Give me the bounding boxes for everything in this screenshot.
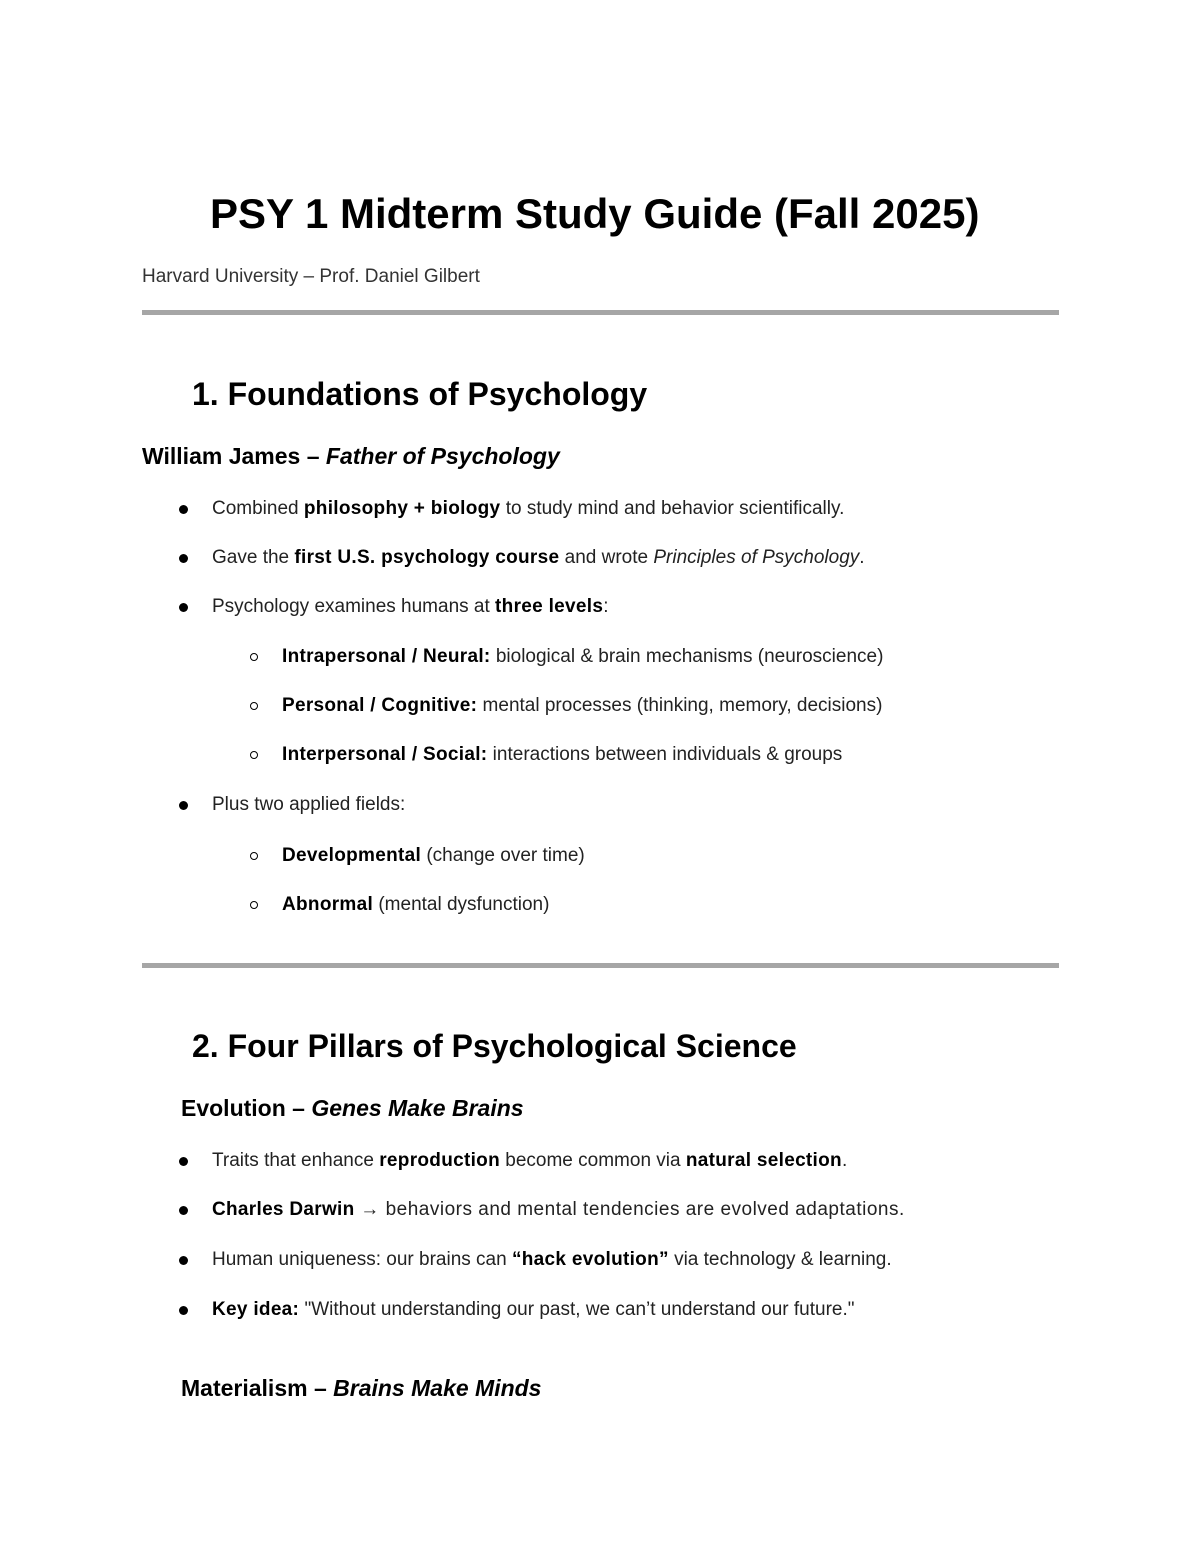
sub-list-item: Intrapersonal / Neural: biological & brain mechanisms (neuroscience) (282, 646, 883, 668)
bullet-icon (179, 1157, 188, 1166)
divider (142, 963, 1059, 968)
bullet-icon (179, 1206, 188, 1215)
list-item: Combined philosophy + biology to study mind and behavior scientifically. (212, 498, 844, 520)
divider (142, 310, 1059, 315)
bullet-icon (179, 801, 188, 810)
william-james-subheading: William James – Father of Psychology (142, 443, 560, 469)
list-item: Key idea: "Without understanding our past, we can’t understand our future." (212, 1299, 855, 1321)
bullet-icon (179, 603, 188, 612)
evolution-subheading: Evolution – Genes Make Brains (181, 1095, 524, 1121)
bullet-icon (179, 1256, 188, 1265)
circle-bullet-icon (250, 702, 258, 710)
section-2-heading: 2. Four Pillars of Psychological Science (192, 1028, 797, 1064)
list-item: Human uniqueness: our brains can “hack evolution” via technology & learning. (212, 1249, 892, 1271)
bullet-icon (179, 1306, 188, 1315)
materialism-subheading: Materialism – Brains Make Minds (181, 1375, 542, 1401)
bullet-icon (179, 505, 188, 514)
document-title: PSY 1 Midterm Study Guide (Fall 2025) (210, 190, 980, 237)
list-item: Traits that enhance reproduction become common via natural selection. (212, 1150, 847, 1172)
section-1-heading: 1. Foundations of Psychology (192, 376, 648, 412)
circle-bullet-icon (250, 653, 258, 661)
list-item: Psychology examines humans at three levels: (212, 596, 609, 618)
sub-list-item: Interpersonal / Social: interactions between individuals & groups (282, 744, 842, 766)
circle-bullet-icon (250, 901, 258, 909)
sub-list-item: Personal / Cognitive: mental processes (thinking, memory, decisions) (282, 695, 882, 717)
list-item: Charles Darwin → behaviors and mental tendencies are evolved adaptations. (212, 1199, 905, 1221)
circle-bullet-icon (250, 751, 258, 759)
list-item: Plus two applied fields: (212, 794, 405, 816)
sub-list-item: Developmental (change over time) (282, 845, 585, 867)
bullet-icon (179, 554, 188, 563)
sub-list-item: Abnormal (mental dysfunction) (282, 894, 549, 916)
list-item: Gave the first U.S. psychology course and wrote Principles of Psychology. (212, 547, 865, 569)
circle-bullet-icon (250, 852, 258, 860)
document-subtitle: Harvard University – Prof. Daniel Gilbert (142, 266, 480, 287)
